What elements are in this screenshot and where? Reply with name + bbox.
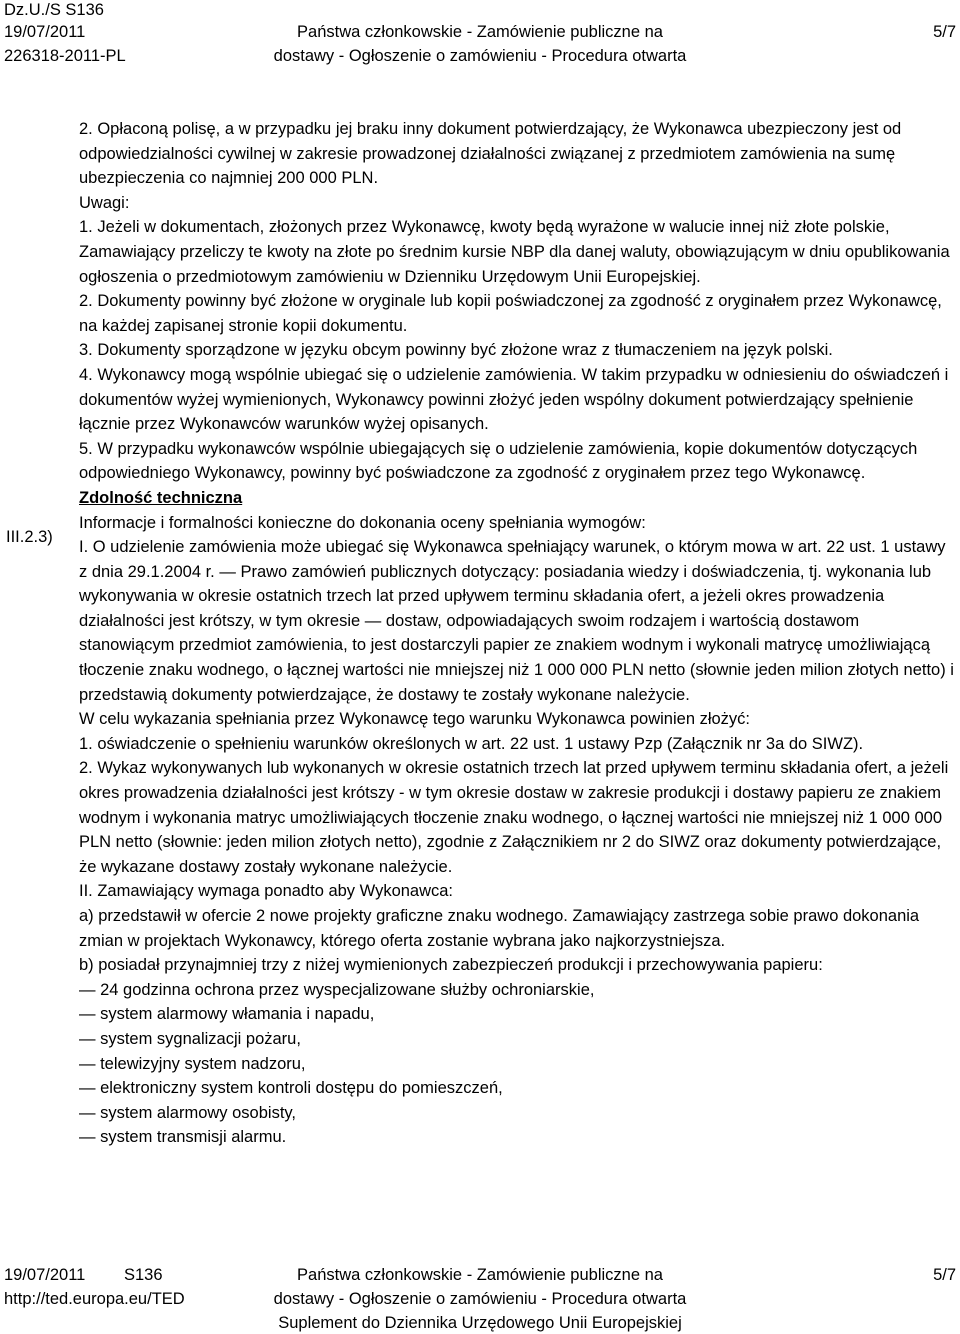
header-title-line2: dostawy - Ogłoszenie o zamówieniu - Procedura otwarta — [273, 47, 687, 65]
header-date: 19/07/2011 — [4, 23, 86, 41]
header-doc-id: 226318-2011-PL — [4, 47, 126, 65]
paragraph-condition-experience: I. O udzielenie zamówienia może ubiegać się Wykonawca spełniający warunek, o którym mowa w art. 22 ust. 1 ustawy z dnia 29.1.2004 r. — Prawo zamówień publicznych dotyczący: posiadania wiedzy i doświadczenia, tj. wykonania lub wykonywania w okresie ostatnich trzech lat przed upływem terminu składania ofert, a jeżeli okres prowadzenia działalności jest krótszy, w tym okresie — dostaw, odpowiadających swoim rodzajem i wartością dostawom stanowiącym przedmiot zamówienia, to jest dostarczyli papier ze znakiem wodnym i wykonali matrycę umożliwiającą tłoczenie znaku wodnego, o łącznej wartości nie mniejszej niż 1 000 000 PLN netto (słownie jeden milion złotych netto) i przedstawią dokumenty potwierdzające, że dostawy te zostały wykonane należycie. — [79, 538, 954, 704]
security-item: — elektroniczny system kontroli dostępu do pomieszczeń, — [79, 1076, 955, 1101]
section-number: III.2.3) — [6, 528, 53, 546]
security-item: — 24 godzinna ochrona przez wyspecjalizowane służby ochroniarskie, — [79, 978, 955, 1003]
paragraph-joint-bidders-note: 4. Wykonawcy mogą wspólnie ubiegać się o udzielenie zamówienia. W takim przypadku w odniesieniu do oświadczeń i dokumentów wyżej wymienionych, Wykonawcy powinni złożyć jeden wspólny dokument potwierdzający spełnienie łącznie przez Wykonawców warunków wyżej opisanych. — [79, 365, 949, 434]
paragraph-joint-copies-note: 5. W przypadku wykonawców wspólnie ubiegających się o udzielenie zamówienia, kopie dokumentów dotyczących odpowiedniego Wykonawcy, powinny być poświadczone za zgodność z oryginałem przez tego Wykonawcę. — [79, 439, 918, 483]
paragraph-insurance-policy: 2. Opłaconą polisę, a w przypadku jej braku inny dokument potwierdzający, że Wykonawca ubezpieczony jest od odpowiedzialności cywilnej w zakresie prowadzonej działalności związanej z przedmiotem zamówienia na sumę ubezpieczenia co najmniej 200 000 PLN. — [79, 120, 902, 188]
paragraph-additional-requirements: II. Zamawiający wymaga ponadto aby Wykonawca: — [79, 882, 454, 901]
footer-url: http://ted.europa.eu/TED — [4, 1290, 185, 1308]
footer-page-number: 5/7 — [933, 1266, 956, 1284]
header-title-line1: Państwa członkowskie - Zamówienie publiczne na — [297, 23, 663, 41]
header-ref: Dz.U./S S136 — [4, 1, 104, 19]
paragraph-deliveries-list: 2. Wykaz wykonywanych lub wykonanych w okresie ostatnich trzech lat przed upływem terminu składania ofert, a jeżeli okres prowadzenia działalności jest krótszy - w tym okresie dostaw w zakresie produkcji i dostawy papieru ze znakiem wodnym i wykonania matryc umożliwiających tłoczenie znaku wodnego, o łącznej wartości nie mniejszej niż 1 000 000 PLN netto (słownie: jeden milion złotych netto), zgodnie z Załącznikiem nr 2 do SIWZ oraz dokumenty potwierdzające, że wykazane dostawy zostały wykonane należycie. — [79, 759, 949, 876]
footer-date: 19/07/2011 — [4, 1266, 86, 1284]
paragraph-translation-note: 3. Dokumenty sporządzone w języku obcym powinny być złożone wraz z tłumaczeniem na język polski. — [79, 341, 833, 360]
header-page-number: 5/7 — [933, 23, 956, 41]
paragraph-remarks-label: Uwagi: — [79, 193, 130, 212]
paragraph-security-intro: b) posiadał przynajmniej trzy z niżej wymienionych zabezpieczeń produkcji i przechowywania papieru: — [79, 956, 823, 975]
document-body — [79, 117, 955, 1150]
paragraph-information-intro: Informacje i formalności konieczne do dokonania oceny spełniania wymogów: — [79, 513, 646, 532]
security-item: — system sygnalizacji pożaru, — [79, 1027, 955, 1052]
paragraph-copies-note: 2. Dokumenty powinny być złożone w oryginale lub kopii poświadczonej za zgodność z oryginałem przez Wykonawcę, na każdej zapisanej stronie kopii dokumentu. — [79, 292, 942, 335]
security-item: — system alarmowy włamania i napadu, — [79, 1002, 955, 1027]
footer-title-line1: Państwa członkowskie - Zamówienie publiczne na — [297, 1266, 663, 1284]
paragraph-submit-intro: W celu wykazania spełniania przez Wykonawcę tego warunku Wykonawca powinien złożyć: — [79, 710, 751, 729]
paragraph-graphic-designs: a) przedstawił w ofercie 2 nowe projekty graficzne znaku wodnego. Zamawiający zastrzega sobie prawo dokonania zmian w projektach Wykonawcy, którego oferta zostanie wybrana jako najkorzystniejsza. — [79, 907, 920, 950]
security-item: — system alarmowy osobisty, — [79, 1101, 955, 1126]
security-item: — telewizyjny system nadzoru, — [79, 1052, 955, 1077]
footer-title-line2: dostawy - Ogłoszenie o zamówieniu - Procedura otwarta — [273, 1290, 687, 1308]
section-heading: Zdolność techniczna — [79, 488, 243, 507]
paragraph-currency-note: 1. Jeżeli w dokumentach, złożonych przez Wykonawcę, kwoty będą wyrażone w walucie innej niż złote polskie, Zamawiający przeliczy te kwoty na złote po średnim kursie NBP dla danej waluty, obowiązującym w dniu opublikowania ogłoszenia o przedmiotowym zamówieniu w Dzienniku Urzędowym Unii Europejskiej. — [79, 218, 950, 286]
footer-title-line3: Suplement do Dziennika Urzędowego Unii Europejskiej — [278, 1314, 682, 1332]
paragraph-statement: 1. oświadczenie o spełnieniu warunków określonych w art. 22 ust. 1 ustawy Pzp (Załącznik nr 3a do SIWZ). — [79, 734, 864, 753]
footer-issue: S136 — [124, 1266, 163, 1284]
security-item: — system transmisji alarmu. — [79, 1125, 955, 1150]
